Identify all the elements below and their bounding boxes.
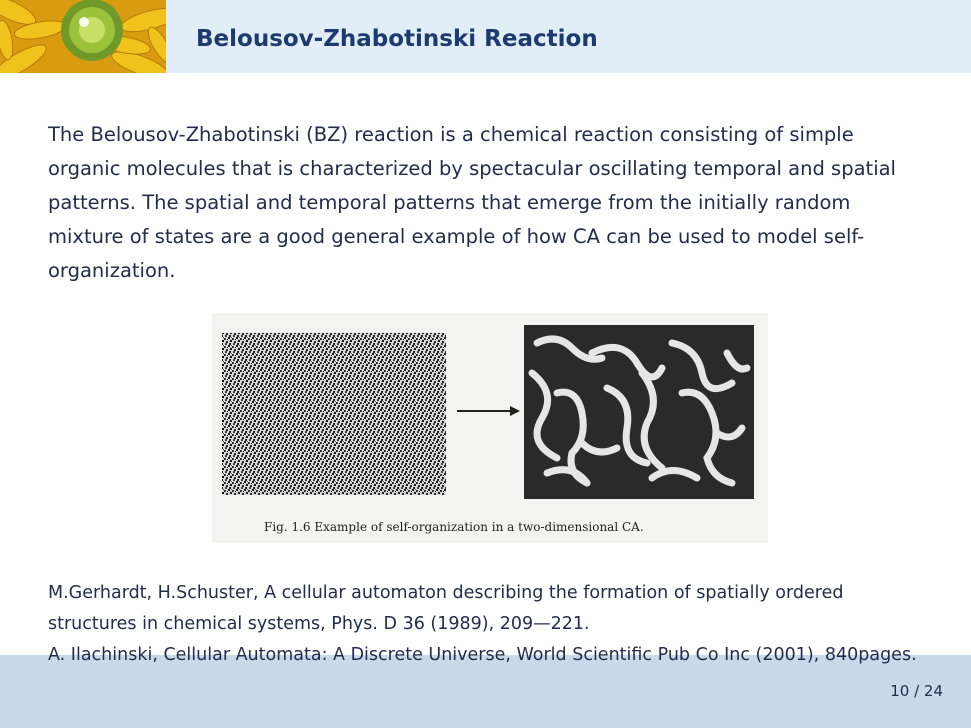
intro-paragraph: The Belousov-Zhabotinski (BZ) reaction is a chemical reaction consisting of simple organic molecules that is characterized by spectacular oscillating temporal and spatial patterns. The spatial and temporal patterns that emerge from the initially random mixture of states are a good general example of how CA can be used to model self-organization.	[48, 123, 896, 282]
ca-figure	[212, 313, 768, 543]
random-initial-state-image	[222, 333, 446, 495]
page-total: 24	[923, 682, 943, 700]
slide-header	[0, 0, 971, 73]
page-current: 10	[890, 682, 910, 700]
references	[48, 578, 928, 671]
self-organized-pattern-image	[524, 325, 754, 499]
figure-caption: Fig. 1.6 Example of self-organization in a two-dimensional CA.	[264, 520, 644, 534]
reference-item: M.Gerhardt, H.Schuster, A cellular automaton describing the formation of spatially ordered structures in chemical systems, Phys. D 36 (1989), 209—221.	[48, 583, 844, 634]
page-number	[890, 682, 943, 700]
reference-item: A. Ilachinski, Cellular Automata: A Discrete Universe, World Scientific Pub Co Inc (2001), 840pages.	[48, 645, 917, 665]
sunflower-logo	[0, 0, 166, 73]
page-separator: /	[914, 682, 920, 700]
arrow-icon	[457, 406, 520, 416]
slide-title: Belousov-Zhabotinski Reaction	[196, 26, 598, 52]
